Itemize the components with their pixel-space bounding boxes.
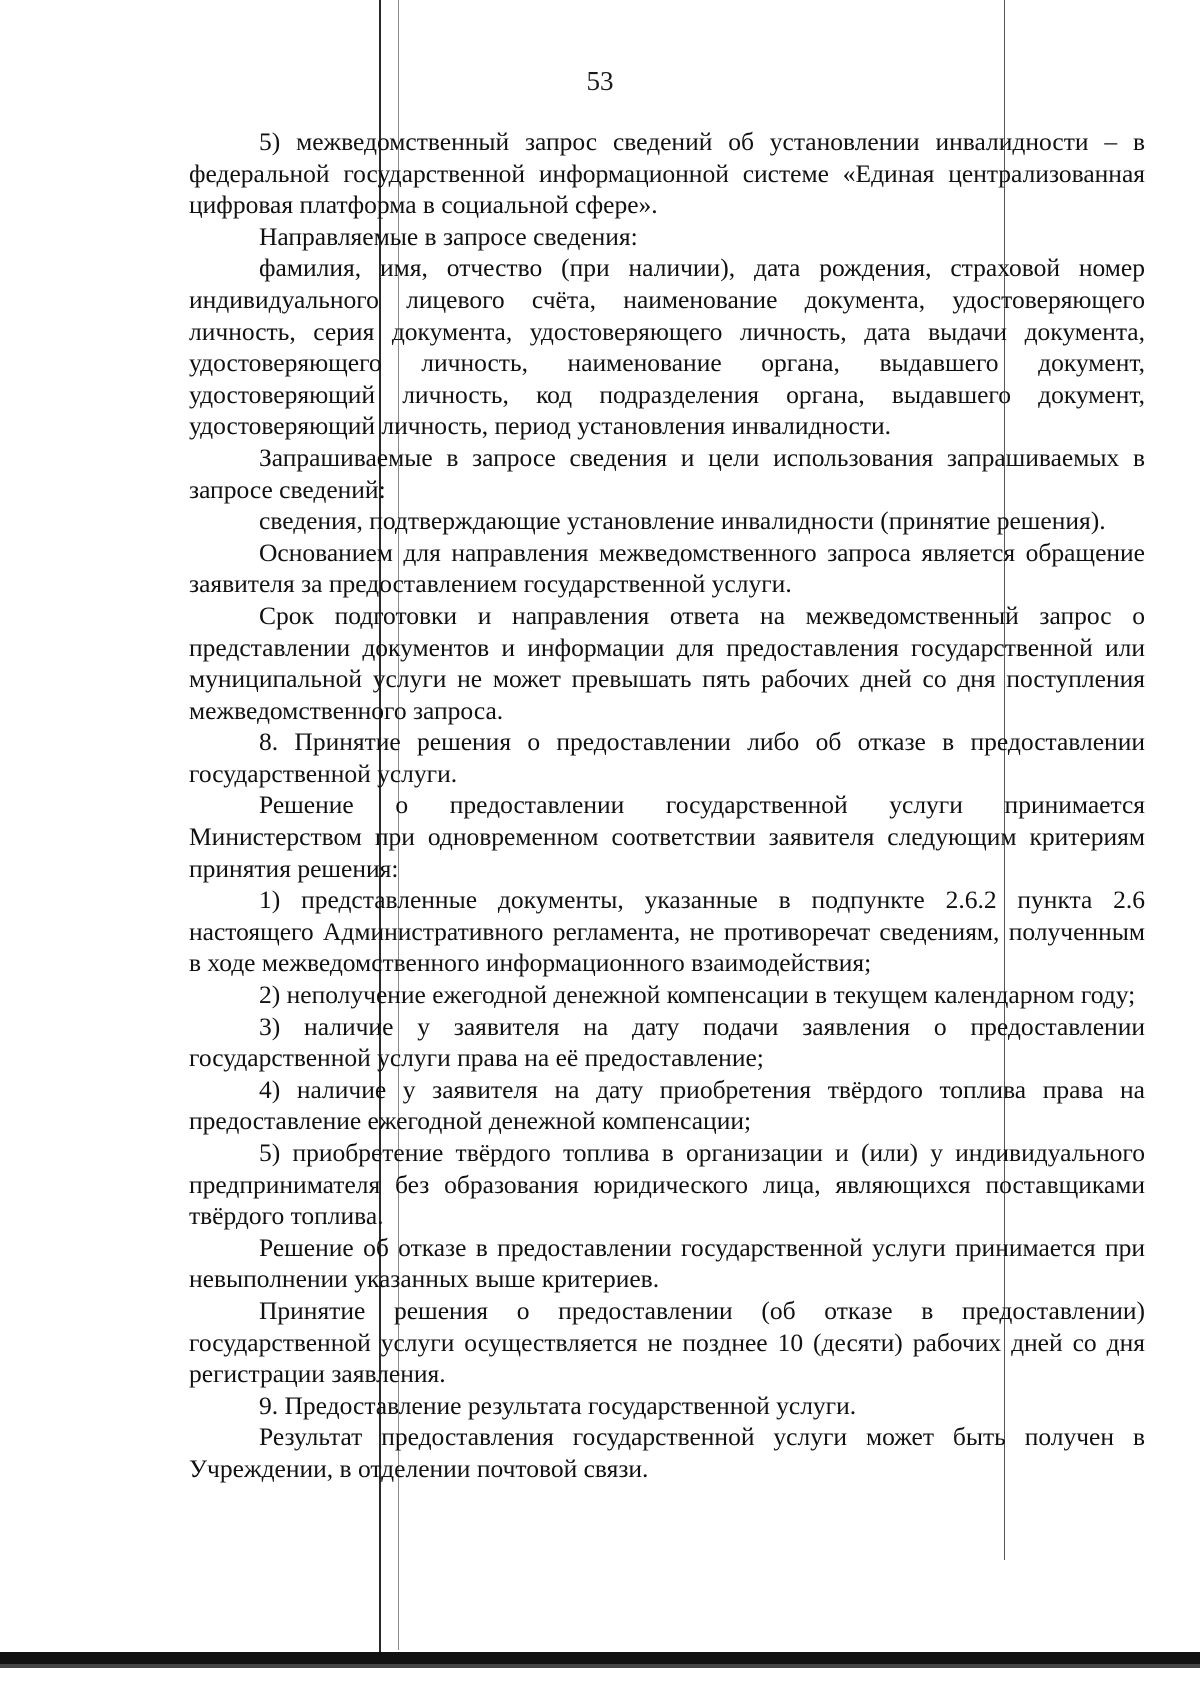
paragraph: сведения, подтверждающие установление инвалидности (принятие решения). xyxy=(259,506,1106,536)
paragraph: 9. Предоставление результата государственной услуги. xyxy=(259,1390,857,1420)
paragraph: Результат предоставления государственной услуги может быть получен в Учреждении, в отделении почтовой связи. xyxy=(189,1422,1145,1483)
paragraph: 5) приобретение твёрдого топлива в организации и (или) у индивидуального предпринимателя без образования юридического лица, являющихся поставщиками твёрдого топлива. xyxy=(189,1138,1145,1231)
paragraph: Направляемые в запросе сведения: xyxy=(259,221,638,251)
paragraph: 1) представленные документы, указанные в подпункте 2.6.2 пункта 2.6 настоящего Административного регламента, не противоречат сведениям, полученным в ходе межведомственного информационного взаимодействия; xyxy=(189,885,1145,978)
paragraph: Решение об отказе в предоставлении государственной услуги принимается при невыполнении указанных выше критериев. xyxy=(189,1232,1145,1294)
paragraph: 3) наличие у заявителя на дату подачи заявления о предоставлении государственной услуги права на её предоставление; xyxy=(189,1011,1145,1073)
paragraph: 5) межведомственный запрос сведений об установлении инвалидности – в федеральной государственной информационной системе «Единая централизованная цифровая платформа в социальной сфере». xyxy=(189,127,1145,220)
paragraph: Принятие решения о предоставлении (об отказе в предоставлении) государственной услуги осуществляется не позднее 10 (десяти) рабочих дней со дня регистрации заявления. xyxy=(189,1295,1145,1389)
paragraph: 2) неполучение ежегодной денежной компенсации в текущем календарном году; xyxy=(259,980,1136,1010)
paragraph: фамилия, имя, отчество (при наличии), дата рождения, страховой номер индивидуального лицевого счёта, наименование документа, удостоверяющего личность, серия документа, удостоверяющего личность, дата выдачи документа, удостоверяющего личность, наименование органа, выдавшего документ, удостоверяющий личность, код подразделения органа, выдавшего документ, удостоверяющий личность, период установления инвалидности. xyxy=(189,253,1145,441)
document-body xyxy=(189,126,1145,1485)
paragraph: Срок подготовки и направления ответа на межведомственный запрос о представлении документов и информации для предоставления государственной или муниципальной услуги не может превышать пять рабочих дней со дня поступления межведомственного запроса. xyxy=(189,600,1145,725)
page-number: 53 xyxy=(586,66,614,96)
paragraph: 4) наличие у заявителя на дату приобретения твёрдого топлива права на предоставление ежегодной денежной компенсации; xyxy=(189,1074,1145,1136)
paragraph: Решение о предоставлении государственной услуги принимается Министерством при одновременном соответствии заявителя следующим критериям принятия решения: xyxy=(189,790,1145,883)
scan-border-bottom xyxy=(0,1652,1200,1664)
paragraph: Основанием для направления межведомственного запроса является обращение заявителя за предоставлением государственной услуги. xyxy=(189,537,1145,599)
paragraph: 8. Принятие решения о предоставлении либо об отказе в предоставлении государственной услуги. xyxy=(189,727,1145,788)
paragraph: Запрашиваемые в запросе сведения и цели использования запрашиваемых в запросе сведений: xyxy=(189,442,1145,504)
scan-border-bottom xyxy=(0,1664,1200,1668)
